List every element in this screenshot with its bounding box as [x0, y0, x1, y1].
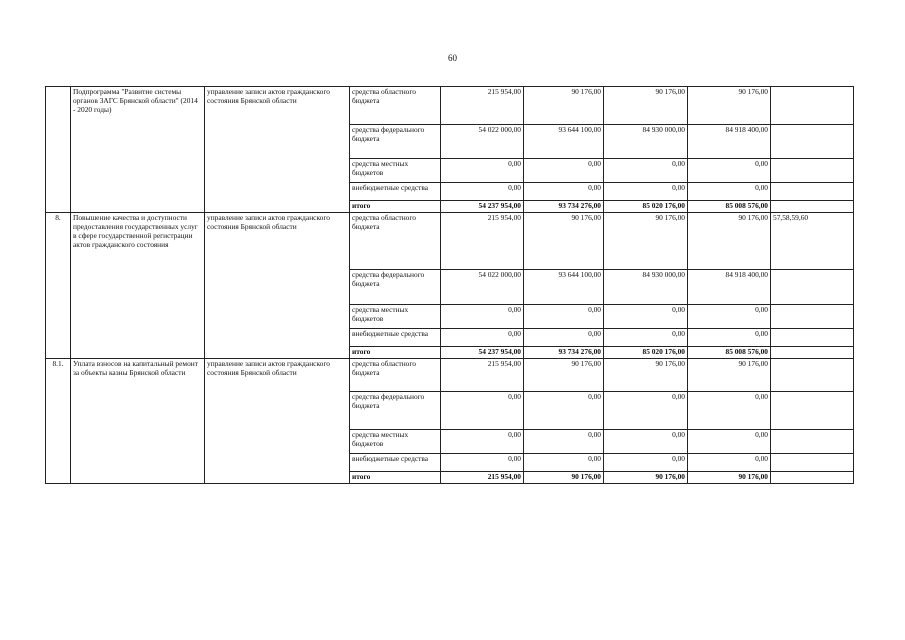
amount-v1: 215 954,00	[441, 213, 524, 270]
indicator-refs	[771, 392, 854, 430]
funding-source: средства областного бюджета	[350, 213, 441, 270]
amount-v2: 90 176,00	[524, 87, 604, 125]
amount-v3: 84 930 000,00	[604, 125, 688, 159]
amount-v1: 0,00	[441, 305, 524, 329]
amount-v3: 0,00	[604, 159, 688, 183]
amount-v1: 215 954,00	[441, 359, 524, 392]
amount-v4: 90 176,00	[688, 213, 771, 270]
amount-v3: 0,00	[604, 305, 688, 329]
amount-v4: 85 008 576,00	[688, 347, 771, 359]
amount-v3: 85 020 176,00	[604, 347, 688, 359]
indicator-refs	[771, 159, 854, 183]
amount-v2: 90 176,00	[524, 213, 604, 270]
indicator-refs	[771, 347, 854, 359]
amount-v2: 0,00	[524, 329, 604, 347]
amount-v2: 0,00	[524, 305, 604, 329]
amount-v3: 0,00	[604, 392, 688, 430]
indicator-refs	[771, 359, 854, 392]
amount-v2: 0,00	[524, 392, 604, 430]
amount-v2: 90 176,00	[524, 472, 604, 484]
amount-v4: 0,00	[688, 329, 771, 347]
executor: управление записи актов гражданского состояния Брянской области	[205, 213, 350, 359]
funding-source: итого	[350, 347, 441, 359]
funding-source: средства федерального бюджета	[350, 392, 441, 430]
indicator-refs	[771, 472, 854, 484]
amount-v2: 0,00	[524, 159, 604, 183]
amount-v2: 0,00	[524, 183, 604, 201]
indicator-refs	[771, 270, 854, 305]
amount-v1: 54 237 954,00	[441, 347, 524, 359]
indicator-refs	[771, 125, 854, 159]
funding-source: итого	[350, 201, 441, 213]
amount-v4: 85 008 576,00	[688, 201, 771, 213]
item-name: Уплата взносов на капитальный ремонт за объекты казны Брянской области	[71, 359, 205, 484]
amount-v4: 0,00	[688, 183, 771, 201]
item-number	[46, 87, 71, 213]
amount-v1: 0,00	[441, 183, 524, 201]
funding-source: средства федерального бюджета	[350, 125, 441, 159]
amount-v2: 93 734 276,00	[524, 201, 604, 213]
item-number: 8.1.	[46, 359, 71, 484]
table-row	[46, 213, 854, 270]
amount-v1: 0,00	[441, 454, 524, 472]
amount-v2: 93 644 100,00	[524, 125, 604, 159]
funding-source: средства областного бюджета	[350, 359, 441, 392]
executor: управление записи актов гражданского состояния Брянской области	[205, 359, 350, 484]
indicator-refs	[771, 305, 854, 329]
amount-v1: 215 954,00	[441, 472, 524, 484]
amount-v1: 0,00	[441, 329, 524, 347]
page-number: 60	[448, 53, 457, 63]
executor: управление записи актов гражданского состояния Брянской области	[205, 87, 350, 213]
amount-v1: 0,00	[441, 430, 524, 454]
amount-v4: 0,00	[688, 430, 771, 454]
item-number: 8.	[46, 213, 71, 359]
amount-v4: 0,00	[688, 305, 771, 329]
amount-v1: 54 022 000,00	[441, 125, 524, 159]
indicator-refs	[771, 201, 854, 213]
amount-v2: 0,00	[524, 454, 604, 472]
amount-v4: 90 176,00	[688, 359, 771, 392]
amount-v3: 90 176,00	[604, 87, 688, 125]
amount-v1: 0,00	[441, 392, 524, 430]
funding-source: средства местных бюджетов	[350, 159, 441, 183]
funding-source: средства местных бюджетов	[350, 430, 441, 454]
amount-v2: 90 176,00	[524, 359, 604, 392]
funding-source: средства областного бюджета	[350, 87, 441, 125]
amount-v3: 84 930 000,00	[604, 270, 688, 305]
funding-source: итого	[350, 472, 441, 484]
amount-v2: 93 734 276,00	[524, 347, 604, 359]
amount-v2: 93 644 100,00	[524, 270, 604, 305]
table-row	[46, 87, 854, 125]
amount-v3: 85 020 176,00	[604, 201, 688, 213]
amount-v1: 0,00	[441, 159, 524, 183]
indicator-refs	[771, 87, 854, 125]
indicator-refs: 57,58,59,60	[771, 213, 854, 270]
amount-v3: 0,00	[604, 329, 688, 347]
funding-source: средства федерального бюджета	[350, 270, 441, 305]
amount-v1: 54 022 000,00	[441, 270, 524, 305]
amount-v4: 90 176,00	[688, 472, 771, 484]
amount-v3: 0,00	[604, 454, 688, 472]
amount-v4: 0,00	[688, 392, 771, 430]
funding-source: внебюджетные средства	[350, 454, 441, 472]
item-name: Повышение качества и доступности предоставления государственных услуг в сфере государственной регистрации актов гражданского состояния	[71, 213, 205, 359]
amount-v4: 0,00	[688, 159, 771, 183]
indicator-refs	[771, 430, 854, 454]
table-row	[46, 359, 854, 392]
amount-v3: 90 176,00	[604, 359, 688, 392]
amount-v3: 0,00	[604, 430, 688, 454]
amount-v1: 215 954,00	[441, 87, 524, 125]
indicator-refs	[771, 183, 854, 201]
indicator-refs	[771, 454, 854, 472]
amount-v4: 84 918 400,00	[688, 125, 771, 159]
amount-v3: 90 176,00	[604, 213, 688, 270]
funding-source: внебюджетные средства	[350, 183, 441, 201]
funding-source: внебюджетные средства	[350, 329, 441, 347]
funding-source: средства местных бюджетов	[350, 305, 441, 329]
item-name: Подпрограмма "Развитие системы органов ЗАГС Брянской области" (2014 - 2020 годы)	[71, 87, 205, 213]
amount-v4: 84 918 400,00	[688, 270, 771, 305]
amount-v4: 90 176,00	[688, 87, 771, 125]
amount-v4: 0,00	[688, 454, 771, 472]
amount-v2: 0,00	[524, 430, 604, 454]
amount-v3: 0,00	[604, 183, 688, 201]
amount-v1: 54 237 954,00	[441, 201, 524, 213]
amount-v3: 90 176,00	[604, 472, 688, 484]
indicator-refs	[771, 329, 854, 347]
budget-table	[45, 86, 854, 484]
